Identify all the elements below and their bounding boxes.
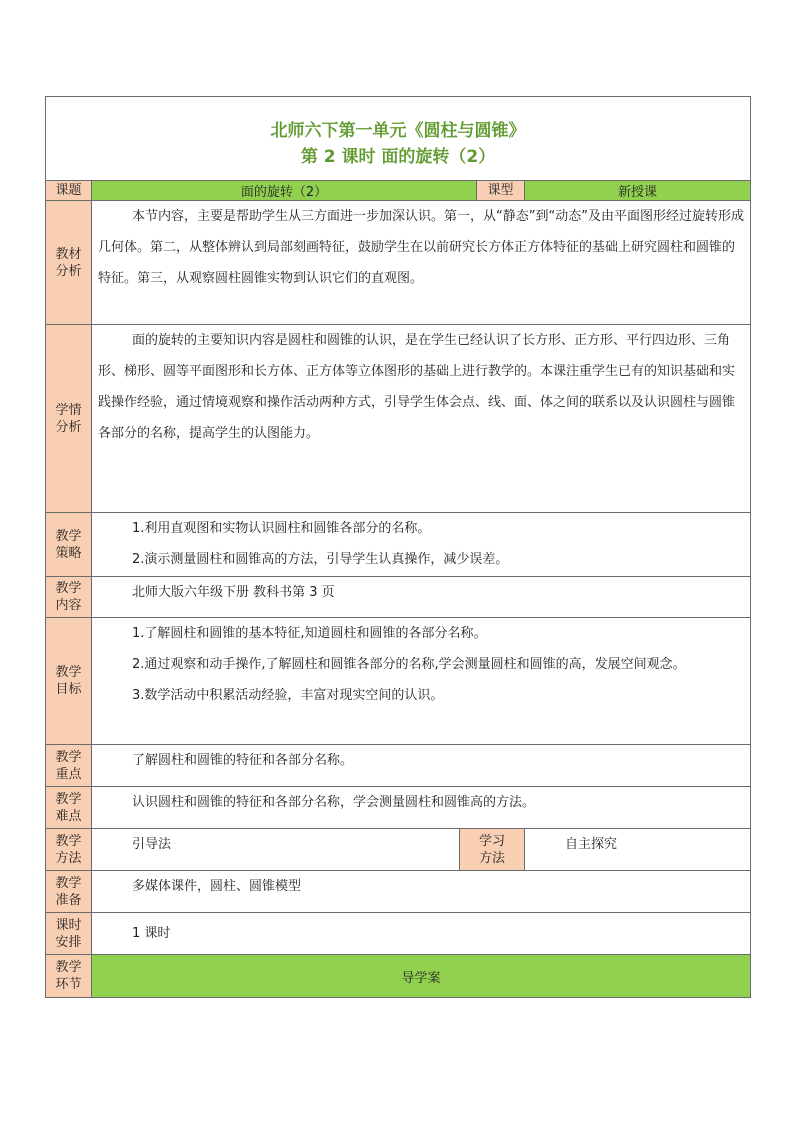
page-subtitle: 第 2 课时 面的旋转（2） xyxy=(300,146,496,167)
process-label xyxy=(46,955,92,998)
goals-label xyxy=(46,618,92,745)
time-text: 1 课时 xyxy=(132,926,171,941)
title-cell xyxy=(46,97,751,181)
label-line: 分析 xyxy=(55,263,82,279)
difficulty-text: 认识圆柱和圆锥的特征和各部分名称，学会测量圆柱和圆锥高的方法。 xyxy=(132,795,536,810)
label-line: 学习 xyxy=(478,833,505,849)
type-value: 新授课 xyxy=(525,181,751,201)
label-line: 教学 xyxy=(55,581,82,596)
label-line: 重点 xyxy=(55,766,82,782)
students-label xyxy=(46,325,92,513)
topic-label: 课题 xyxy=(46,181,92,201)
textbook-text: 本节内容，主要是帮助学生从三方面进一步加深认识。第一，从“静态”到“动态”及由平面图形经过旋转形成几何体。第二，从整体辨认到局部刻画特征，鼓励学生在以前研究长方体正方体特征的基础上研究圆柱和圆锥的特征。第三，从观察圆柱圆锥实物到认识它们的直观图。 xyxy=(98,209,744,286)
prep-text: 多媒体课件，圆柱、圆锥模型 xyxy=(132,879,302,894)
label-line: 教学 xyxy=(55,833,82,849)
textbook-analysis xyxy=(92,201,751,325)
label-line: 教学 xyxy=(55,960,82,975)
topic-value: 面的旋转（2） xyxy=(92,181,477,201)
label-line: 教学 xyxy=(55,665,82,680)
method-cell xyxy=(92,829,460,871)
time-label xyxy=(46,913,92,955)
keypoint-text: 了解圆柱和圆锥的特征和各部分名称。 xyxy=(132,753,354,768)
strategy-label xyxy=(46,513,92,577)
label-line: 环节 xyxy=(55,977,82,992)
prep-cell xyxy=(92,871,751,913)
label-line: 学情 xyxy=(55,402,82,418)
label-line: 目标 xyxy=(55,682,82,697)
label-line: 教学 xyxy=(55,791,82,807)
difficulty-cell xyxy=(92,787,751,829)
label-line: 准备 xyxy=(55,892,82,908)
process-cell: 导学案 xyxy=(92,955,751,998)
difficulty-label xyxy=(46,787,92,829)
keypoint-label xyxy=(46,745,92,787)
goal-item: 1.了解圆柱和圆锥的基本特征,知道圆柱和圆锥的各部分名称。 xyxy=(132,626,487,641)
keypoint-cell xyxy=(92,745,751,787)
label-line: 安排 xyxy=(55,934,82,950)
method-label xyxy=(46,829,92,871)
content-text: 北师大版六年级下册 教科书第 3 页 xyxy=(132,585,335,600)
content-label xyxy=(46,577,92,618)
goals-content xyxy=(92,618,751,745)
lesson-plan-table xyxy=(45,96,751,998)
label-line: 教学 xyxy=(55,528,82,544)
students-text: 面的旋转的主要知识内容是圆柱和圆锥的认识，是在学生已经认识了长方形、正方形、平行四边形、三角形、梯形、圆等平面图形和长方体、正方体等立体图形的基础上进行教学的。本课注重学生已有的知识基础和实践操作经验，通过情境观察和操作活动两种方式，引导学生体会点、线、面、体之间的联系以及认识圆柱与圆锥各部分的名称，提高学生的认图能力。 xyxy=(98,333,736,441)
learn-method-text: 自主探究 xyxy=(565,837,618,852)
label-line: 教学 xyxy=(55,875,82,891)
label-line: 教学 xyxy=(55,749,82,765)
label-line: 难点 xyxy=(55,808,82,824)
label-line: 策略 xyxy=(55,545,82,561)
label-line: 方法 xyxy=(478,850,505,866)
page-title: 北师六下第一单元《圆柱与圆锥》 xyxy=(270,120,526,141)
label-line: 课时 xyxy=(55,917,82,933)
goal-item: 2.通过观察和动手操作,了解圆柱和圆锥各部分的名称,学会测量圆柱和圆锥的高，发展空间观念。 xyxy=(132,657,686,672)
goal-item: 3.数学活动中积累活动经验，丰富对现实空间的认识。 xyxy=(132,688,444,703)
learn-method-label xyxy=(460,829,525,871)
label-line: 内容 xyxy=(55,598,82,613)
strategy-content xyxy=(92,513,751,577)
label-line: 教材 xyxy=(55,246,82,262)
method-text: 引导法 xyxy=(132,837,172,852)
prep-label xyxy=(46,871,92,913)
learn-method-cell xyxy=(525,829,751,871)
label-line: 分析 xyxy=(55,419,82,435)
label-line: 方法 xyxy=(55,850,82,866)
content-cell xyxy=(92,577,751,618)
type-label: 课型 xyxy=(477,181,525,201)
textbook-label xyxy=(46,201,92,325)
time-cell xyxy=(92,913,751,955)
strategy-item: 2.演示测量圆柱和圆锥高的方法，引导学生认真操作，减少误差。 xyxy=(132,552,509,567)
students-analysis xyxy=(92,325,751,513)
strategy-item: 1.利用直观图和实物认识圆柱和圆锥各部分的名称。 xyxy=(132,521,431,536)
